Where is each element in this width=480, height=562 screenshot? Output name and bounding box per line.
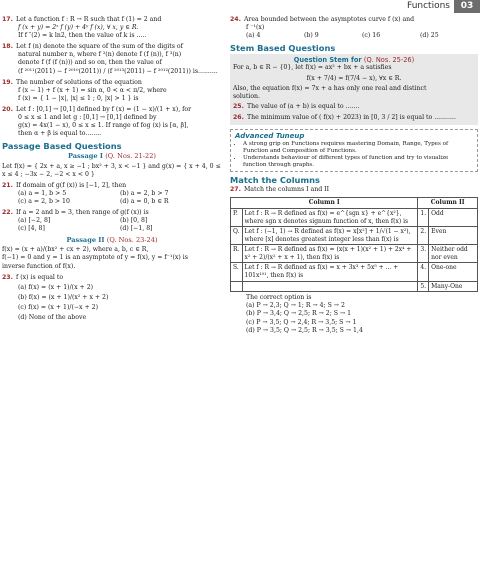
row-key: [231, 281, 243, 292]
option-number: 5.: [418, 281, 429, 292]
chapter-title: Functions: [407, 1, 450, 11]
question-number: 17.: [2, 16, 13, 23]
left-column: [2, 16, 222, 325]
option-c: (c) a = 2, b > 10: [18, 197, 70, 205]
question-26: [233, 114, 475, 122]
stem-text: Also, the equation f(x) = 7x + a has only one real and distinct: [233, 84, 427, 92]
tuneup-bullet: • A strong grip on Functions requires mastering Domain, Range, Types of Function and Composition of Functions.: [243, 141, 473, 155]
section-heading: Match the Columns: [230, 175, 320, 186]
question-text: If domain of g(f (x)) is [−1, 2], then: [15, 181, 127, 189]
question-18: [2, 43, 222, 75]
tuneup-bullet: • Understands behaviour of different types of function and try to visualize function through graphs.: [243, 155, 473, 169]
question-text: If a = 2 and b = 3, then range of g(f (x)) is: [15, 208, 149, 216]
advanced-tuneup-box: [230, 129, 478, 172]
option-a: (a) 4: [246, 32, 261, 40]
question-text: f (x) = { 1 − |x|, |x| ≤ 1 ; 0, |x| > 1 } is: [18, 94, 139, 102]
option-d: (d) [−1, 8]: [120, 225, 153, 233]
option-a: (a) [−2, 8]: [18, 217, 51, 225]
passage-heading: [2, 152, 222, 160]
question-17: [2, 16, 222, 40]
question-text: g(x) = 4x(1 − x), 0 ≤ x ≤ 1. If range of fog (x) is [α, β],: [18, 122, 189, 130]
question-text: 0 ≤ x ≤ 1 and let g : [0,1] → [0,1] defined by: [18, 114, 157, 122]
passage-text: inverse function of f(x).: [2, 262, 76, 270]
option-c: (c) P → 3,5; Q → 2,4; R → 3,5; S → 1: [246, 318, 357, 326]
stem-title: [233, 56, 475, 64]
passage-label: Passage I: [68, 152, 103, 161]
question-text: Let a function f : R → R such that f (1) = 2 and: [15, 16, 162, 23]
question-number: 21.: [2, 181, 13, 189]
column-i-cell: Let f : R → R defined as f(x) = e^{sgn x} + e^{x²}, where sgn x denotes signum function of x, then f(x) is: [242, 208, 418, 226]
table-row: [231, 227, 478, 245]
question-stem-box: [230, 54, 478, 125]
question-number: 23.: [2, 273, 13, 281]
question-text: natural number n, where f ²(n) denote f (f (n)), f ³(n): [18, 51, 182, 59]
stem-text: solution.: [233, 92, 261, 100]
question-text: f ⁻¹(x): [246, 24, 265, 32]
option-a: (a) P → 2,3; Q → 1; R → 4; S → 2: [246, 302, 345, 310]
tuneup-title: Advanced Tuneup: [235, 132, 305, 141]
section-heading: Stem Based Questions: [230, 43, 336, 54]
question-text: Let f : [0,1] → [0,1] defined by f (x) = (1 − x)/(1 + x), for: [15, 105, 192, 113]
option-b: (b) a = 2, b > 7: [120, 189, 169, 197]
option-b: (b) P → 3,4; Q → 2,5; R → 2; S → 1: [246, 310, 352, 318]
question-number: 26.: [233, 113, 244, 121]
passage-range: (Q. Nos. 21-22): [105, 152, 156, 161]
row-key: R.: [231, 245, 243, 263]
question-number: 20.: [2, 105, 13, 113]
column-ii-cell: One-one: [429, 263, 478, 281]
passage-definition: Let f(x) = { 2x + a, x ≥ −1 ; bx² + 3, x < −1 } and g(x) = { x + 4, 0 ≤ x ≤ 4 ; −3x − 2, −2 < x < 0 }: [2, 162, 221, 178]
row-key: S.: [231, 263, 243, 281]
stem-range: (Q. Nos. 25-26): [363, 56, 415, 65]
row-key: Q.: [231, 227, 243, 245]
question-22: [2, 209, 222, 233]
question-text: Let f (n) denote the square of the sum of the digits of: [15, 43, 183, 51]
question-number: 19.: [2, 78, 13, 86]
option-a: (a) f(x) = (x + 1)/(x + 2): [18, 283, 94, 291]
table-row: [231, 208, 478, 226]
column-ii-cell: Neither odd nor even: [429, 245, 478, 263]
question-number: 22.: [2, 208, 13, 216]
option-d: (d) a = 0, b ∈ R: [120, 197, 169, 205]
page-number: 03: [454, 0, 480, 13]
column-i-cell: Let f : R → R defined as f(x) = (x(x + 1)(x² + 1) + 2x⁴ + x² + 2)/(x² + x + 1), then f(x) is: [242, 245, 418, 263]
question-23: [2, 274, 222, 322]
question-25: [233, 103, 475, 111]
option-c: (c) [4, 8]: [18, 225, 45, 233]
column-i-cell: Let f : R → R defined as f(x) = x + 3x³ + 5x⁵ + ... + 101x¹⁰¹, then f(x) is: [242, 263, 418, 281]
question-20: [2, 106, 222, 138]
option-c: (c) 16: [362, 32, 381, 40]
question-text: The number of solutions of the equation: [15, 78, 142, 86]
table-row: [231, 281, 478, 292]
question-number: 18.: [2, 43, 13, 51]
question-text: (f ²⁰¹¹(2011) − f ²⁰¹⁰(2011)) / (f ²⁰¹³(2011) − f ²⁰¹²(2011)) is..........: [18, 67, 218, 75]
option-d: (d) 25: [420, 32, 439, 40]
question-text: The minimum value of ( f(x) + 2023) in [0, 3 / 2] is equal to ...........: [246, 113, 456, 121]
option-b: (b) 9: [304, 32, 319, 40]
stem-text: f(x + 7/4) = f(7/4 − x), ∀x ∈ R.: [306, 74, 402, 82]
question-text: f (x − 1) + f (x + 1) = sin α, 0 < α < π/2, where: [18, 86, 167, 94]
question-19: [2, 79, 222, 103]
column-ii-cell: Many-One: [429, 281, 478, 292]
stem-text: For a, b ∈ R − {0}, let f(x) = ax² + bx + a satisfies: [233, 64, 392, 72]
row-key: P.: [231, 208, 243, 226]
option-number: 2.: [418, 227, 429, 245]
option-number: 3.: [418, 245, 429, 263]
option-a: (a) a = 1, b > 5: [18, 189, 67, 197]
option-b: (b) [0, 8]: [120, 217, 148, 225]
table-row: [231, 245, 478, 263]
question-number: 25.: [233, 102, 244, 110]
right-column: [230, 16, 478, 335]
stem-title-text: Question Stem for: [293, 56, 362, 65]
passage-range: (Q. Nos. 23-24): [106, 236, 158, 245]
question-text: then α + β is equal to........: [18, 130, 102, 138]
match-table: [230, 197, 478, 292]
table-row: [231, 263, 478, 281]
section-heading: Passage Based Questions: [2, 141, 122, 152]
question-text: denote f (f (f (n))) and so on, then the value of: [18, 59, 162, 67]
column-i-cell: Let f : (−1, 1) → R defined as f(x) = x[x²] + 1/√(1 − x²), where [x] denotes greatest integer less than f(x) is: [242, 227, 418, 245]
question-text: The value of (a + b) is equal to .......: [246, 102, 360, 110]
option-d: (d) P → 3,5; Q → 2,5; R → 3,5; S → 1,4: [246, 326, 363, 334]
column-i-cell: [242, 281, 418, 292]
question-text: f (x) is equal to: [15, 273, 64, 281]
passage-heading: [2, 236, 222, 244]
question-24: [230, 16, 478, 40]
page-header: [0, 0, 480, 14]
correct-option-label: The correct option is: [246, 294, 312, 302]
option-d: (d) None of the above: [18, 314, 87, 321]
passage-text: f(−1) = 0 and y = 1 is an asymptote of y = f(x), y = f⁻¹(x) is: [2, 254, 188, 262]
question-text: Match the columns I and II: [243, 186, 330, 194]
column-header: Column II: [418, 198, 478, 209]
question-number: 24.: [230, 16, 241, 23]
column-ii-cell: Odd: [429, 208, 478, 226]
option-b: (b) f(x) = (x + 1)/(x² + x + 2): [18, 293, 109, 301]
question-text: Area bounded between the asymptotes curve f (x) and: [243, 16, 415, 23]
question-text: f (x + y) = 2ˣ f (y) + 4ʸ f (x), ∀ x, y ∈ R.: [18, 24, 139, 32]
question-27: [230, 186, 478, 194]
column-header: Column I: [231, 198, 418, 209]
option-number: 4.: [418, 263, 429, 281]
passage-text: f(x) = (x + a)/(bx² + cx + 2), where a, b, c ∈ R,: [2, 246, 149, 254]
question-text: If f ″(2) = k ln2, then the value of k is .....: [18, 32, 147, 40]
passage-label: Passage II: [66, 236, 105, 245]
option-c: (c) f(x) = (x + 1)/(−x + 2): [18, 303, 98, 311]
question-number: 27.: [230, 186, 241, 194]
column-ii-cell: Even: [429, 227, 478, 245]
question-21: [2, 182, 222, 206]
option-number: 1.: [418, 208, 429, 226]
